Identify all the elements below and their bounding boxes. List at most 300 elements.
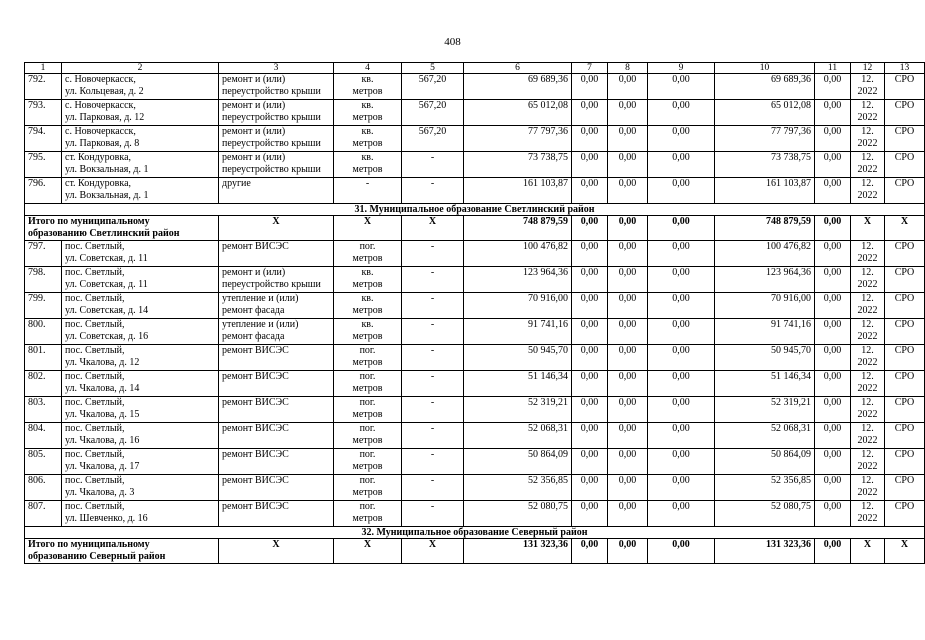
- column-header: 10: [715, 63, 815, 74]
- cost-col7-cell: 0,00: [572, 126, 608, 152]
- deadline-cell-line1: 12.: [861, 345, 874, 356]
- method-cell: СРО: [885, 293, 925, 319]
- work-type-cell: [219, 241, 334, 267]
- total-cost-cell: 77 797,36: [464, 126, 572, 152]
- address-cell-line2: ул. Чкалова, д. 3: [65, 487, 135, 498]
- unit-cell: [334, 319, 402, 345]
- row-number: 793.: [25, 100, 62, 126]
- deadline-cell: [851, 371, 885, 397]
- address-cell-line1: пос. Светлый,: [65, 371, 125, 382]
- total-label: [25, 539, 219, 564]
- work-type-cell-line2: [222, 513, 330, 525]
- unit-cell-line1: кв.: [361, 100, 374, 111]
- row-number: 807.: [25, 501, 62, 527]
- cost-col7-cell: 0,00: [572, 397, 608, 423]
- address-cell-line1: ст. Кондуровка,: [65, 178, 132, 189]
- total-cost-cell: 51 146,34: [464, 371, 572, 397]
- cost-col8-cell: 0,00: [608, 397, 648, 423]
- row-number: 801.: [25, 345, 62, 371]
- total-x-col13: X: [885, 539, 925, 564]
- work-type-cell: [219, 100, 334, 126]
- work-type-cell: [219, 345, 334, 371]
- area-cell: -: [402, 501, 464, 527]
- work-type-cell-line1: ремонт ВИСЭС: [222, 371, 289, 382]
- row-number: 794.: [25, 126, 62, 152]
- deadline-cell-line2: 2022: [857, 112, 878, 123]
- total-cost-cell: 73 738,75: [464, 152, 572, 178]
- total-cost-cell: 52 068,31: [464, 423, 572, 449]
- total-sum-cell: 131 323,36: [464, 539, 572, 564]
- unit-cell-line2: метров: [352, 164, 383, 175]
- work-type-cell-line2: переустройство крыши: [222, 138, 321, 149]
- total-x-col5: X: [402, 539, 464, 564]
- address-cell-line1: с. Новочеркасск,: [65, 74, 136, 85]
- method-cell: СРО: [885, 501, 925, 527]
- total-x-col3: X: [219, 539, 334, 564]
- table-row: [25, 501, 925, 527]
- deadline-cell: [851, 293, 885, 319]
- deadline-cell-line2: 2022: [857, 138, 878, 149]
- cost-col8-cell: 0,00: [608, 74, 648, 100]
- cost-col10-cell: 51 146,34: [715, 371, 815, 397]
- cost-col9-cell: 0,00: [648, 100, 715, 126]
- cost-col7-cell: 0,00: [572, 100, 608, 126]
- cost-col10-cell: 50 864,09: [715, 449, 815, 475]
- cost-col10-cell: 91 741,16: [715, 319, 815, 345]
- table-row: [25, 267, 925, 293]
- address-cell-line2: ул. Вокзальная, д. 1: [65, 190, 149, 201]
- unit-cell-line2: метров: [352, 461, 383, 472]
- cost-col8-cell: 0,00: [608, 345, 648, 371]
- cost-col8-cell: 0,00: [608, 100, 648, 126]
- cost-col9-cell: 0,00: [648, 319, 715, 345]
- deadline-cell-line2: 2022: [857, 409, 878, 420]
- cost-col11-cell: 0,00: [815, 475, 851, 501]
- table-body: [25, 63, 925, 564]
- table-row: [25, 371, 925, 397]
- table-row: [25, 423, 925, 449]
- cost-col11-cell: 0,00: [815, 241, 851, 267]
- deadline-cell-line1: 12.: [861, 126, 874, 137]
- header-row: [25, 63, 925, 74]
- deadline-cell-line1: 12.: [861, 371, 874, 382]
- work-type-cell: [219, 178, 334, 204]
- unit-cell: [334, 267, 402, 293]
- deadline-cell-line2: 2022: [857, 357, 878, 368]
- cost-col10-cell: 52 319,21: [715, 397, 815, 423]
- address-cell-line2: ул. Чкалова, д. 16: [65, 435, 140, 446]
- address-cell: [62, 126, 219, 152]
- work-type-cell-line1: ремонт ВИСЭС: [222, 423, 289, 434]
- total-x-col12: X: [851, 539, 885, 564]
- cost-col10-cell: 52 068,31: [715, 423, 815, 449]
- unit-cell: [334, 345, 402, 371]
- method-cell: СРО: [885, 475, 925, 501]
- address-cell: [62, 267, 219, 293]
- work-type-cell-line1: утепление и (или): [222, 319, 299, 330]
- method-cell: СРО: [885, 423, 925, 449]
- deadline-cell-line1: 12.: [861, 100, 874, 111]
- total-col8-cell: 0,00: [608, 539, 648, 564]
- deadline-cell: [851, 475, 885, 501]
- section-title: 32. Муниципальное образование Северный район: [25, 527, 925, 539]
- row-number: 803.: [25, 397, 62, 423]
- deadline-cell-line2: 2022: [857, 435, 878, 446]
- unit-cell-line2: метров: [352, 253, 383, 264]
- deadline-cell-line1: 12.: [861, 423, 874, 434]
- unit-cell: [334, 126, 402, 152]
- work-type-cell-line2: [222, 357, 330, 369]
- cost-col9-cell: 0,00: [648, 126, 715, 152]
- table-row: [25, 345, 925, 371]
- deadline-cell-line1: 12.: [861, 241, 874, 252]
- cost-col8-cell: 0,00: [608, 178, 648, 204]
- work-type-cell-line1: утепление и (или): [222, 293, 299, 304]
- address-cell-line1: пос. Светлый,: [65, 293, 125, 304]
- area-cell: -: [402, 423, 464, 449]
- area-cell: 567,20: [402, 126, 464, 152]
- address-cell: [62, 293, 219, 319]
- row-number: 804.: [25, 423, 62, 449]
- deadline-cell: [851, 126, 885, 152]
- unit-cell-line2: метров: [352, 86, 383, 97]
- method-cell: СРО: [885, 178, 925, 204]
- area-cell: -: [402, 371, 464, 397]
- address-cell: [62, 152, 219, 178]
- deadline-cell-line1: 12.: [861, 74, 874, 85]
- work-type-cell-line1: ремонт ВИСЭС: [222, 397, 289, 408]
- address-cell-line2: ул. Парковая, д. 12: [65, 112, 145, 123]
- work-type-cell-line1: ремонт ВИСЭС: [222, 501, 289, 512]
- cost-col11-cell: 0,00: [815, 100, 851, 126]
- cost-col9-cell: 0,00: [648, 178, 715, 204]
- method-cell: СРО: [885, 371, 925, 397]
- unit-cell: [334, 475, 402, 501]
- table-row: [25, 126, 925, 152]
- method-cell: СРО: [885, 152, 925, 178]
- deadline-cell-line2: 2022: [857, 331, 878, 342]
- total-cost-cell: 52 319,21: [464, 397, 572, 423]
- address-cell-line1: ст. Кондуровка,: [65, 152, 132, 163]
- address-cell-line1: пос. Светлый,: [65, 345, 125, 356]
- cost-col11-cell: 0,00: [815, 293, 851, 319]
- cost-col7-cell: 0,00: [572, 293, 608, 319]
- cost-col7-cell: 0,00: [572, 178, 608, 204]
- deadline-cell: [851, 319, 885, 345]
- unit-cell-line1: пог.: [359, 475, 376, 486]
- total-cost-cell: 52 080,75: [464, 501, 572, 527]
- row-number: 792.: [25, 74, 62, 100]
- section-title-row: [25, 204, 925, 216]
- work-type-cell-line2: переустройство крыши: [222, 86, 321, 97]
- total-cost-cell: 70 916,00: [464, 293, 572, 319]
- work-type-cell-line2: переустройство крыши: [222, 279, 321, 290]
- section-title-row: [25, 527, 925, 539]
- cost-col8-cell: 0,00: [608, 152, 648, 178]
- table-row: [25, 475, 925, 501]
- work-type-cell-line2: [222, 487, 330, 499]
- row-number: 800.: [25, 319, 62, 345]
- unit-cell-line2: метров: [352, 409, 383, 420]
- total-label-line2: образованию Светлинский район: [28, 228, 180, 239]
- work-type-cell-line2: [222, 253, 330, 265]
- total-x-col5: X: [402, 216, 464, 241]
- total-label: [25, 216, 219, 241]
- address-cell-line2: ул. Вокзальная, д. 1: [65, 164, 149, 175]
- address-cell: [62, 319, 219, 345]
- method-cell: СРО: [885, 397, 925, 423]
- total-cost-cell: 65 012,08: [464, 100, 572, 126]
- deadline-cell-line2: 2022: [857, 461, 878, 472]
- unit-cell-line1: кв.: [361, 293, 374, 304]
- cost-col9-cell: 0,00: [648, 74, 715, 100]
- column-header: 11: [815, 63, 851, 74]
- deadline-cell-line2: 2022: [857, 513, 878, 524]
- deadline-cell: [851, 345, 885, 371]
- address-cell: [62, 397, 219, 423]
- work-type-cell: [219, 423, 334, 449]
- cost-col7-cell: 0,00: [572, 319, 608, 345]
- address-cell-line2: ул. Кольцевая, д. 2: [65, 86, 144, 97]
- unit-cell: [334, 152, 402, 178]
- column-header: 13: [885, 63, 925, 74]
- cost-col7-cell: 0,00: [572, 371, 608, 397]
- unit-cell: [334, 241, 402, 267]
- work-type-cell-line1: ремонт и (или): [222, 267, 286, 278]
- address-cell-line2: ул. Парковая, д. 8: [65, 138, 140, 149]
- deadline-cell-line1: 12.: [861, 475, 874, 486]
- cost-col11-cell: 0,00: [815, 74, 851, 100]
- work-type-cell: [219, 152, 334, 178]
- work-type-cell-line2: ремонт фасада: [222, 305, 285, 316]
- work-type-cell: [219, 397, 334, 423]
- cost-col8-cell: 0,00: [608, 475, 648, 501]
- total-x-col3: X: [219, 216, 334, 241]
- address-cell-line1: пос. Светлый,: [65, 449, 125, 460]
- column-header: 12: [851, 63, 885, 74]
- unit-cell-line2: метров: [352, 383, 383, 394]
- deadline-cell-line1: 12.: [861, 319, 874, 330]
- area-cell: -: [402, 397, 464, 423]
- deadline-cell-line1: 12.: [861, 397, 874, 408]
- cost-col10-cell: 70 916,00: [715, 293, 815, 319]
- cost-col8-cell: 0,00: [608, 126, 648, 152]
- column-header: 6: [464, 63, 572, 74]
- total-cost-cell: 69 689,36: [464, 74, 572, 100]
- deadline-cell: [851, 501, 885, 527]
- address-cell: [62, 371, 219, 397]
- method-cell: СРО: [885, 241, 925, 267]
- table-row: [25, 152, 925, 178]
- cost-col10-cell: 52 356,85: [715, 475, 815, 501]
- work-type-cell-line2: переустройство крыши: [222, 112, 321, 123]
- column-header: 4: [334, 63, 402, 74]
- work-type-cell: [219, 319, 334, 345]
- total-cost-cell: 123 964,36: [464, 267, 572, 293]
- table-row: [25, 241, 925, 267]
- unit-cell-line2: метров: [352, 305, 383, 316]
- area-cell: -: [402, 178, 464, 204]
- section-total-row: [25, 216, 925, 241]
- address-cell-line2: ул. Чкалова, д. 14: [65, 383, 140, 394]
- unit-cell-line2: метров: [352, 138, 383, 149]
- address-cell-line2: ул. Чкалова, д. 15: [65, 409, 140, 420]
- cost-col7-cell: 0,00: [572, 152, 608, 178]
- address-cell: [62, 178, 219, 204]
- unit-cell: [334, 293, 402, 319]
- work-type-cell-line2: переустройство крыши: [222, 164, 321, 175]
- cost-col8-cell: 0,00: [608, 241, 648, 267]
- total-cost-cell: 50 864,09: [464, 449, 572, 475]
- column-header: 8: [608, 63, 648, 74]
- work-type-cell-line1: другие: [222, 178, 251, 189]
- total-col9-cell: 0,00: [648, 216, 715, 241]
- method-cell: СРО: [885, 345, 925, 371]
- total-col10-cell: 131 323,36: [715, 539, 815, 564]
- row-number: 796.: [25, 178, 62, 204]
- cost-col8-cell: 0,00: [608, 267, 648, 293]
- work-type-cell-line2: [222, 435, 330, 447]
- cost-col10-cell: 73 738,75: [715, 152, 815, 178]
- address-cell-line1: пос. Светлый,: [65, 241, 125, 252]
- address-cell-line1: пос. Светлый,: [65, 319, 125, 330]
- deadline-cell-line1: 12.: [861, 501, 874, 512]
- unit-cell: [334, 100, 402, 126]
- cost-col11-cell: 0,00: [815, 126, 851, 152]
- unit-cell-line2: метров: [352, 487, 383, 498]
- total-x-col12: X: [851, 216, 885, 241]
- cost-col10-cell: 77 797,36: [715, 126, 815, 152]
- deadline-cell-line1: 12.: [861, 449, 874, 460]
- deadline-cell-line2: 2022: [857, 164, 878, 175]
- unit-cell-line1: кв.: [361, 74, 374, 85]
- cost-col9-cell: 0,00: [648, 267, 715, 293]
- row-number: 798.: [25, 267, 62, 293]
- cost-col7-cell: 0,00: [572, 423, 608, 449]
- unit-cell: [334, 397, 402, 423]
- unit-cell: [334, 74, 402, 100]
- address-cell-line2: ул. Советская, д. 11: [65, 253, 148, 264]
- unit-cell-line1: пог.: [359, 423, 376, 434]
- address-cell: [62, 449, 219, 475]
- work-type-cell-line2: [222, 461, 330, 473]
- row-number: 797.: [25, 241, 62, 267]
- work-type-cell-line2: [222, 409, 330, 421]
- method-cell: СРО: [885, 449, 925, 475]
- cost-col11-cell: 0,00: [815, 371, 851, 397]
- unit-cell: [334, 178, 402, 204]
- method-cell: СРО: [885, 267, 925, 293]
- method-cell: СРО: [885, 74, 925, 100]
- total-x-col4: X: [334, 216, 402, 241]
- cost-col11-cell: 0,00: [815, 178, 851, 204]
- total-sum-cell: 748 879,59: [464, 216, 572, 241]
- cost-col9-cell: 0,00: [648, 501, 715, 527]
- cost-col11-cell: 0,00: [815, 423, 851, 449]
- address-cell: [62, 345, 219, 371]
- address-cell-line2: ул. Советская, д. 14: [65, 305, 149, 316]
- deadline-cell: [851, 449, 885, 475]
- deadline-cell-line2: 2022: [857, 190, 878, 201]
- address-cell-line2: ул. Чкалова, д. 12: [65, 357, 140, 368]
- unit-cell-line1: пог.: [359, 371, 376, 382]
- deadline-cell: [851, 152, 885, 178]
- cost-col11-cell: 0,00: [815, 397, 851, 423]
- unit-cell-line2: метров: [352, 435, 383, 446]
- deadline-cell-line2: 2022: [857, 383, 878, 394]
- unit-cell: [334, 501, 402, 527]
- total-col11-cell: 0,00: [815, 539, 851, 564]
- cost-col8-cell: 0,00: [608, 371, 648, 397]
- unit-cell-line2: метров: [352, 331, 383, 342]
- column-header: 3: [219, 63, 334, 74]
- deadline-cell: [851, 100, 885, 126]
- page-number: 408: [444, 36, 461, 48]
- cost-col9-cell: 0,00: [648, 371, 715, 397]
- deadline-cell-line2: 2022: [857, 253, 878, 264]
- deadline-cell-line1: 12.: [861, 152, 874, 163]
- column-header: 2: [62, 63, 219, 74]
- total-cost-cell: 91 741,16: [464, 319, 572, 345]
- row-number: 805.: [25, 449, 62, 475]
- total-x-col13: X: [885, 216, 925, 241]
- deadline-cell: [851, 267, 885, 293]
- work-type-cell: [219, 449, 334, 475]
- total-cost-cell: 50 945,70: [464, 345, 572, 371]
- work-type-cell-line1: ремонт и (или): [222, 152, 286, 163]
- address-cell-line1: пос. Светлый,: [65, 475, 125, 486]
- section-total-row: [25, 539, 925, 564]
- unit-cell-line1: пог.: [359, 397, 376, 408]
- unit-cell-line1: кв.: [361, 126, 374, 137]
- deadline-cell: [851, 397, 885, 423]
- work-type-cell: [219, 501, 334, 527]
- cost-col11-cell: 0,00: [815, 267, 851, 293]
- work-type-cell: [219, 126, 334, 152]
- cost-col9-cell: 0,00: [648, 293, 715, 319]
- deadline-cell: [851, 423, 885, 449]
- area-cell: -: [402, 293, 464, 319]
- cost-col9-cell: 0,00: [648, 423, 715, 449]
- work-type-cell: [219, 267, 334, 293]
- unit-cell-line1: пог.: [359, 501, 376, 512]
- unit-cell: [334, 423, 402, 449]
- unit-cell-line2: метров: [352, 112, 383, 123]
- table-row: [25, 293, 925, 319]
- column-header: 7: [572, 63, 608, 74]
- cost-col7-cell: 0,00: [572, 475, 608, 501]
- total-cost-cell: 100 476,82: [464, 241, 572, 267]
- work-type-cell-line1: ремонт ВИСЭС: [222, 241, 289, 252]
- deadline-cell: [851, 178, 885, 204]
- cost-col11-cell: 0,00: [815, 345, 851, 371]
- cost-col11-cell: 0,00: [815, 449, 851, 475]
- capital-repair-table: [24, 62, 925, 564]
- cost-col11-cell: 0,00: [815, 319, 851, 345]
- table-row: [25, 100, 925, 126]
- row-number: 799.: [25, 293, 62, 319]
- area-cell: 567,20: [402, 74, 464, 100]
- total-cost-cell: 52 356,85: [464, 475, 572, 501]
- column-header: 1: [25, 63, 62, 74]
- work-type-cell-line1: ремонт ВИСЭС: [222, 345, 289, 356]
- address-cell: [62, 74, 219, 100]
- row-number: 806.: [25, 475, 62, 501]
- cost-col10-cell: 52 080,75: [715, 501, 815, 527]
- total-col8-cell: 0,00: [608, 216, 648, 241]
- total-col11-cell: 0,00: [815, 216, 851, 241]
- unit-cell-line1: пог.: [359, 345, 376, 356]
